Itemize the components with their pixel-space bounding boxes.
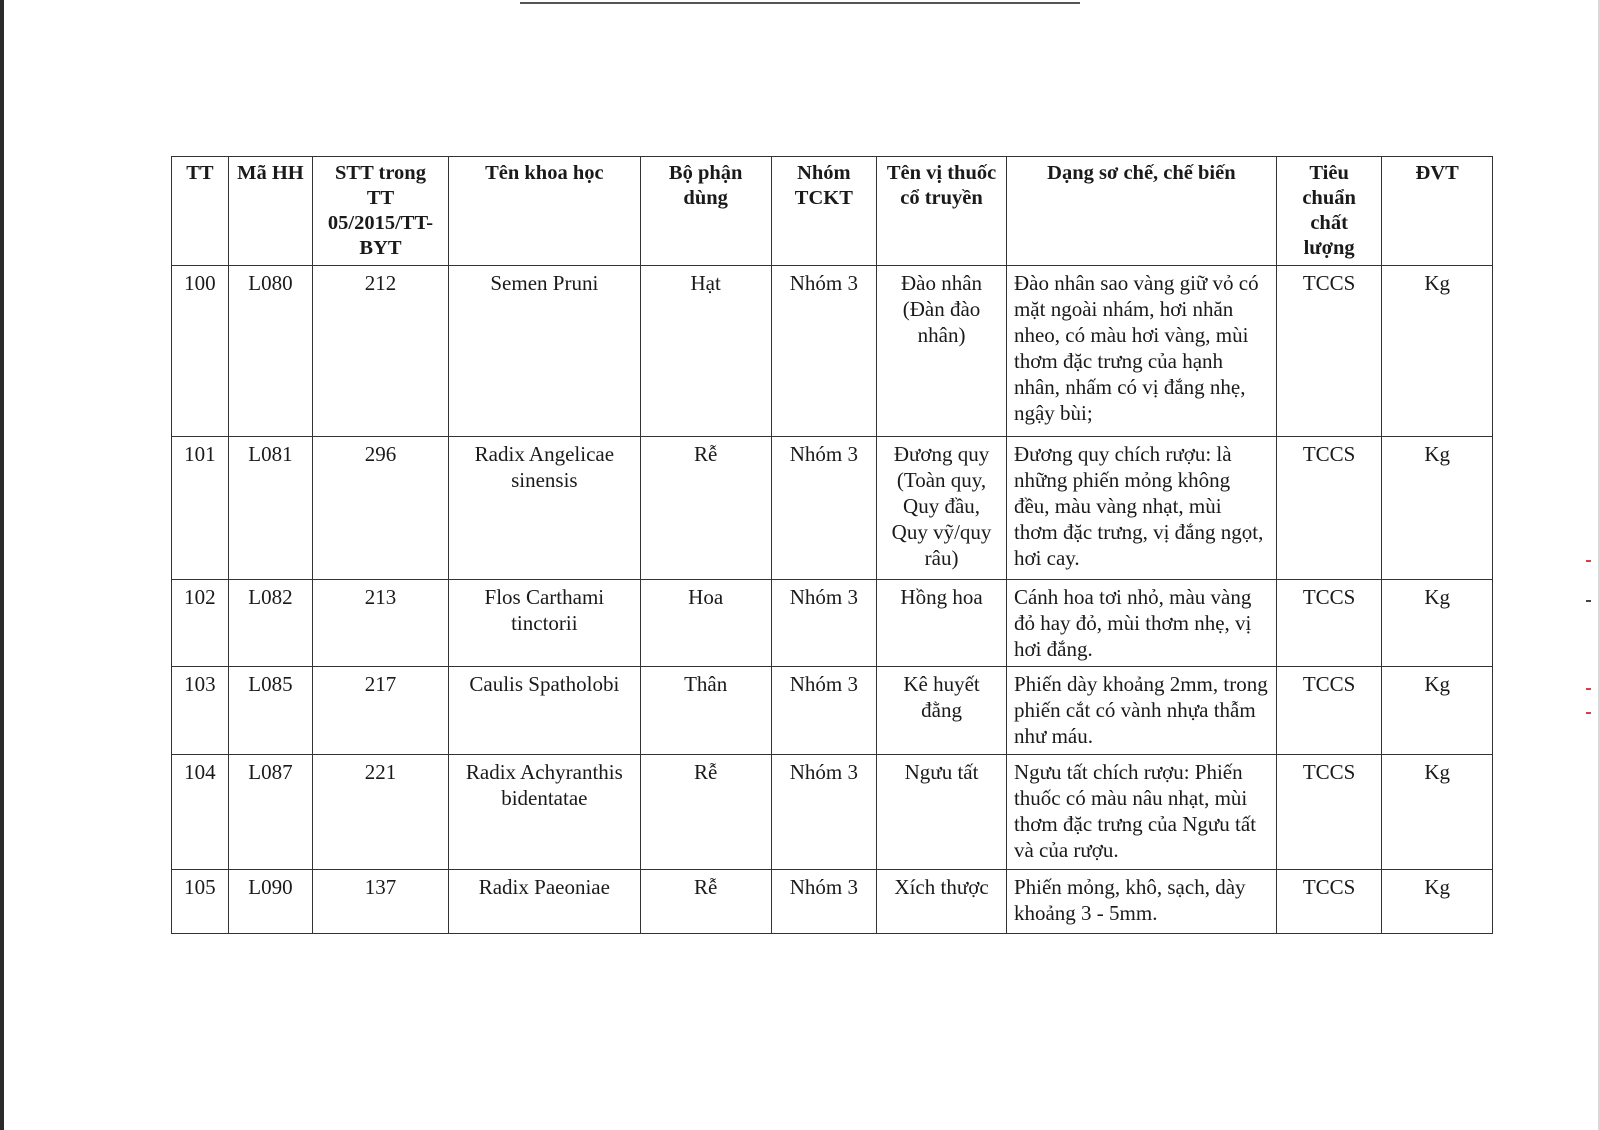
cell-nhom-tckt: Nhóm 3 xyxy=(771,755,877,870)
cell-ma-hh: L082 xyxy=(228,580,312,667)
cell-tieu-chuan: TCCS xyxy=(1276,667,1382,755)
cell-ten-vi-thuoc: Ngưu tất xyxy=(877,755,1007,870)
cell-tt: 103 xyxy=(172,667,229,755)
cell-nhom-tckt: Nhóm 3 xyxy=(771,667,877,755)
cell-tt: 102 xyxy=(172,580,229,667)
cell-nhom-tckt: Nhóm 3 xyxy=(771,266,877,437)
cell-stt: 137 xyxy=(313,870,449,934)
cell-ten-khoa-hoc: Radix Angelicae sinensis xyxy=(448,437,640,580)
table-row xyxy=(172,667,1493,755)
cell-ma-hh: L090 xyxy=(228,870,312,934)
cell-ten-khoa-hoc: Radix Achyranthis bidentatae xyxy=(448,755,640,870)
herbal-medicine-table xyxy=(171,156,1493,934)
cell-ten-vi-thuoc: Kê huyết đằng xyxy=(877,667,1007,755)
cell-dang-so-che: Phiến dày khoảng 2mm, trong phiến cắt có vành nhựa thẫm như máu. xyxy=(1006,667,1276,755)
cell-bo-phan-dung: Rễ xyxy=(640,437,771,580)
cell-ten-khoa-hoc: Caulis Spatholobi xyxy=(448,667,640,755)
cell-stt: 217 xyxy=(313,667,449,755)
cell-tt: 104 xyxy=(172,755,229,870)
cell-stt: 221 xyxy=(313,755,449,870)
cell-dang-so-che: Phiến mỏng, khô, sạch, dày khoảng 3 - 5mm. xyxy=(1006,870,1276,934)
cell-ten-khoa-hoc: Semen Pruni xyxy=(448,266,640,437)
cell-tieu-chuan: TCCS xyxy=(1276,266,1382,437)
header-tieu-chuan: Tiêu chuẩn chất lượng xyxy=(1276,157,1382,266)
header-dvt: ĐVT xyxy=(1382,157,1493,266)
cell-dvt: Kg xyxy=(1382,580,1493,667)
cell-tt: 101 xyxy=(172,437,229,580)
cell-bo-phan-dung: Thân xyxy=(640,667,771,755)
cell-tieu-chuan: TCCS xyxy=(1276,755,1382,870)
header-dang-so-che: Dạng sơ chế, chế biến xyxy=(1006,157,1276,266)
cell-nhom-tckt: Nhóm 3 xyxy=(771,870,877,934)
cell-ten-vi-thuoc: Đào nhân (Đàn đào nhân) xyxy=(877,266,1007,437)
cell-dvt: Kg xyxy=(1382,266,1493,437)
cell-ten-khoa-hoc: Radix Paeoniae xyxy=(448,870,640,934)
cell-dang-so-che: Đào nhân sao vàng giữ vỏ có mặt ngoài nhám, hơi nhăn nheo, có màu hơi vàng, mùi thơm đặc trưng của hạnh nhân, nhấm có vị đắng nhẹ, ngậy bùi; xyxy=(1006,266,1276,437)
scan-margin-marks xyxy=(1586,560,1594,740)
scan-left-edge xyxy=(0,0,4,1130)
cell-tt: 100 xyxy=(172,266,229,437)
cell-dang-so-che: Đương quy chích rượu: là những phiến mỏng không đều, màu vàng nhạt, mùi thơm đặc trưng, vị đắng ngọt, hơi cay. xyxy=(1006,437,1276,580)
cell-bo-phan-dung: Hoa xyxy=(640,580,771,667)
header-ten-khoa-hoc: Tên khoa học xyxy=(448,157,640,266)
cell-ma-hh: L080 xyxy=(228,266,312,437)
header-bo-phan-dung: Bộ phận dùng xyxy=(640,157,771,266)
cell-dvt: Kg xyxy=(1382,667,1493,755)
cell-ma-hh: L087 xyxy=(228,755,312,870)
cell-tieu-chuan: TCCS xyxy=(1276,870,1382,934)
header-nhom-tckt: Nhóm TCKT xyxy=(771,157,877,266)
cell-dang-so-che: Cánh hoa tơi nhỏ, màu vàng đỏ hay đỏ, mùi thơm nhẹ, vị hơi đắng. xyxy=(1006,580,1276,667)
table-row xyxy=(172,437,1493,580)
cell-ten-vi-thuoc: Hồng hoa xyxy=(877,580,1007,667)
cell-stt: 296 xyxy=(313,437,449,580)
cell-ma-hh: L085 xyxy=(228,667,312,755)
cell-tieu-chuan: TCCS xyxy=(1276,580,1382,667)
cell-stt: 213 xyxy=(313,580,449,667)
table-row xyxy=(172,755,1493,870)
cell-bo-phan-dung: Hạt xyxy=(640,266,771,437)
cell-ma-hh: L081 xyxy=(228,437,312,580)
header-ten-vi-thuoc: Tên vị thuốc cổ truyền xyxy=(877,157,1007,266)
cell-nhom-tckt: Nhóm 3 xyxy=(771,437,877,580)
cell-dvt: Kg xyxy=(1382,755,1493,870)
cell-dang-so-che: Ngưu tất chích rượu: Phiến thuốc có màu nâu nhạt, mùi thơm đặc trưng của Ngưu tất và của rượu. xyxy=(1006,755,1276,870)
scan-top-line xyxy=(520,2,1080,4)
header-stt: STT trong TT 05/2015/TT-BYT xyxy=(313,157,449,266)
cell-ten-vi-thuoc: Đương quy (Toàn quy, Quy đầu, Quy vỹ/quy râu) xyxy=(877,437,1007,580)
cell-tieu-chuan: TCCS xyxy=(1276,437,1382,580)
cell-dvt: Kg xyxy=(1382,870,1493,934)
cell-ten-khoa-hoc: Flos Carthami tinctorii xyxy=(448,580,640,667)
cell-stt: 212 xyxy=(313,266,449,437)
table-row xyxy=(172,266,1493,437)
cell-bo-phan-dung: Rễ xyxy=(640,755,771,870)
table-header-row xyxy=(172,157,1493,266)
cell-dvt: Kg xyxy=(1382,437,1493,580)
header-ma-hh: Mã HH xyxy=(228,157,312,266)
table-row xyxy=(172,870,1493,934)
header-tt: TT xyxy=(172,157,229,266)
cell-tt: 105 xyxy=(172,870,229,934)
table-row xyxy=(172,580,1493,667)
cell-bo-phan-dung: Rễ xyxy=(640,870,771,934)
cell-nhom-tckt: Nhóm 3 xyxy=(771,580,877,667)
cell-ten-vi-thuoc: Xích thược xyxy=(877,870,1007,934)
